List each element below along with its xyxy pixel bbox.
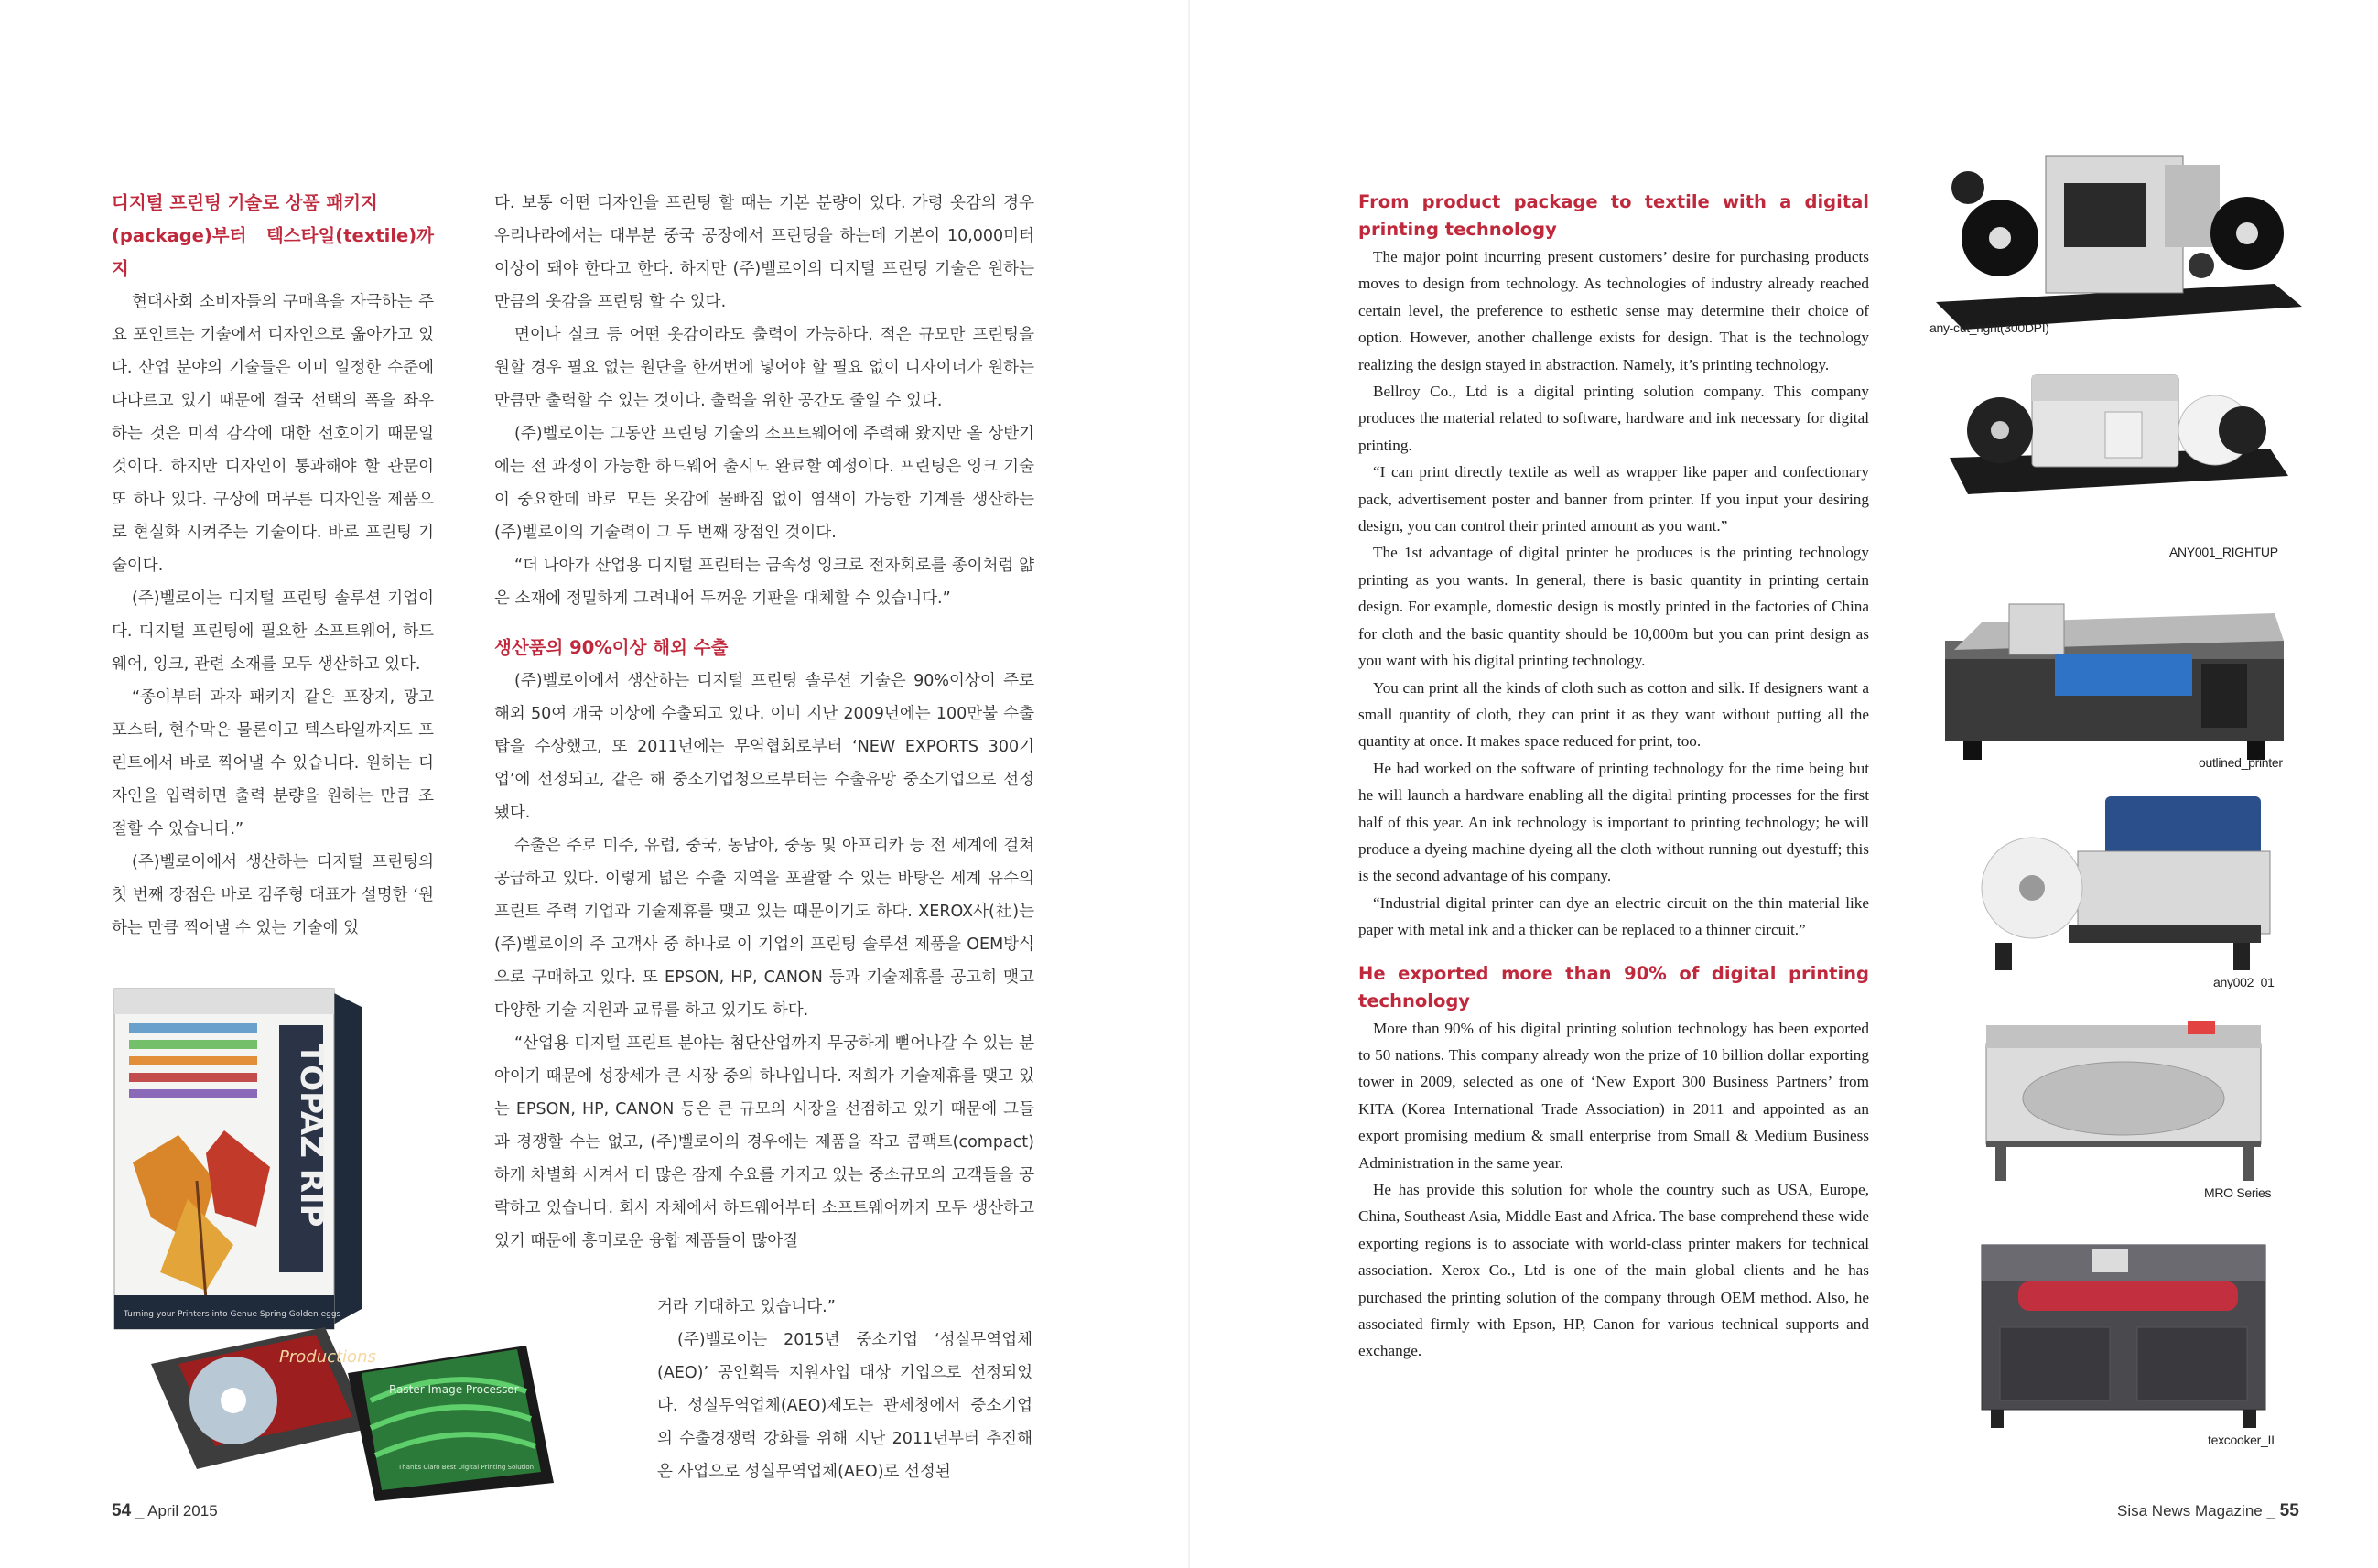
korean-paragraph: “산업용 디지털 프린트 분야는 첨단산업까지 무궁하게 뻗어나갈 수 있는 분야이기 때문에 성장세가 큰 시장 중의 하나입니다. 저희가 기술제휴를 맺고 있는 EPSON, HP, CANON 등은 큰 규모의 시장을 선점하고 있기 때문에 그들과 경쟁할 수는 없고, (주)벨로이의 경우에는 제품을 작고 콤팩트(compact)하게 차별화 시켜서 더 많은 잠재 수요를 가지고 있는 중소규모의 고객들을 공략하고 있습니다. 회사 자체에서 하드웨어부터 소프트웨어까지 모두 생산하고 있기 때문에 흥미로운 융합 제품들이 많아질 (494, 1034, 1034, 1250)
korean-heading-2: 생산품의 90%이상 해외 수출 (494, 637, 729, 658)
software-package-image (96, 970, 682, 1501)
issue-date: _ April 2015 (135, 1502, 218, 1519)
product-image-texcooker (1963, 1227, 2284, 1437)
topaz-rip-logo: TOPAZ RIP (293, 1044, 330, 1227)
korean-paragraph: (주)벨로이에서 생산하는 디지털 프린팅 솔루션 기술은 90%이상이 주로 해외 50여 개국 이상에 수출되고 있다. 이미 지난 2009년에는 100만불 수출탑을 수상했고, 또 2011년에는 무역협회로부터 ‘NEW EXPORTS 300기업’에 선정되고, 같은 해 중소기업청으로부터는 수출유망 중소기업으로 선정됐다. (494, 672, 1034, 822)
english-paragraph: Bellroy Co., Ltd is a digital printing solution company. This company produces the material related to software, hardware and ink necessary for digital printing. (1358, 383, 1869, 454)
english-paragraph: The 1st advantage of digital printer he produces is the printing technology printing as you wants. In general, there is basic quantity in printing certain design. For example, domestic design is mostly printed in the factories of China for cloth and the basic quantity should be 10,000m but you can print design as you want with his digital printing technology. (1358, 544, 1869, 670)
caption-2: ANY001_RIGHTUP (2169, 545, 2278, 559)
caption-1: any-cut_right(300DPI) (1929, 320, 2049, 335)
cd-subtitle-2: Thanks Claro Best Digital Printing Solution (398, 1464, 535, 1471)
box-tagline: Turning your Printers into Genue Spring Golden eggs (124, 1310, 341, 1319)
english-paragraph: The major point incurring present customers’ desire for purchasing products moves to design from technology. As technologies of industry already reached certain level, the preference to esthetic sense may determine their choice of option. However, another challenge exists for design. That is the technology realizing the design stayed in abstraction. Namely, it’s printing technology. (1358, 248, 1869, 373)
korean-column-1 (112, 187, 434, 945)
product-image-textile-printer (1968, 787, 2279, 979)
caption-6: texcooker_II (2208, 1433, 2275, 1447)
korean-paragraph: 다. 보통 어떤 디자인을 프린팅 할 때는 기본 분량이 있다. 가령 옷감의 경우 우리나라에서는 대부분 중국 공장에서 프린팅을 하는데 기본이 10,000미터 이상이 돼야 한다고 한다. 하지만 (주)벨로이의 디지털 프린팅 기술은 원하는 만큼의 옷감을 프린팅 할 수 있다. (494, 194, 1034, 311)
english-heading-2: He exported more than 90% of digital printing technology (1358, 962, 1869, 1011)
english-paragraph: He has provide this solution for whole the country such as USA, Europe, China, Southeast Asia, Middle East and Africa. The base comprehend these wide exporting regions is to associate with world-class printer makers for technical association. Xerox Co., Ltd is one of the main global clients and he has purchased the printing solution of the company through OEM method. Also, he associated firmly with Epson, HP, Canon for various technical supports and exchange. (1358, 1181, 1869, 1360)
english-paragraph: “I can print directly textile as well as wrapper like paper and confectionary pack, advertisement poster and banner from printer. If you input your desiring design, you can control their printed amount as you want.” (1358, 463, 1869, 535)
product-image-cutter (1927, 146, 2311, 348)
page-number-right: 55 (2279, 1501, 2299, 1520)
folio-right (2117, 1501, 2299, 1521)
page-gutter (1188, 0, 1190, 1568)
product-image-roller-press (1968, 1007, 2279, 1190)
product-image-label-printer (1940, 357, 2297, 549)
korean-paragraph: 거라 기대하고 있습니다.” (657, 1298, 836, 1316)
korean-column-2-tail (657, 1291, 1032, 1488)
page-number-left: 54 (112, 1501, 132, 1520)
cd-title-2: Raster Image Processor (389, 1383, 519, 1396)
caption-3: outlined_printer (2199, 755, 2283, 770)
english-paragraph: You can print all the kinds of cloth such as cotton and silk. If designers want a small quantity of cloth, they can print it as they want without putting all the quantity at once. It makes space reduced for print, too. (1358, 678, 1869, 751)
korean-paragraph: 현대사회 소비자들의 구매욕을 자극하는 주요 포인트는 기술에서 디자인으로 옮아가고 있다. 산업 분야의 기술들은 이미 일정한 수준에 다다르고 있기 때문에 결국 선택의 폭을 좌우하는 것은 미적 감각에 대한 선호이기 때문일 것이다. 하지만 디자인이 통과해야 할 관문이 또 하나 있다. 구상에 머무른 디자인을 제품으로 현실화 시켜주는 기술이다. 바로 프린팅 기술이다. (112, 293, 434, 575)
english-paragraph: More than 90% of his digital printing solution technology has been exported to 50 nations. This company already won the prize of 10 billion dollar exporting tower in 2009, selected as one of ‘New Export 300 Business Partners’ from KITA (Korea International Trade Association) in 2011 and appointed as an export promising medium & small enterprise from Small & Medium Business Administration in the same year. (1358, 1019, 1869, 1172)
korean-paragraph: (주)벨로이는 그동안 프린팅 기술의 소프트웨어에 주력해 왔지만 올 상반기에는 전 과정이 가능한 하드웨어 출시도 완료할 예정이다. 프린팅은 잉크 기술이 중요한데 바로 모든 옷감에 물빠짐 없이 염색이 가능한 기계를 생산하는 (주)벨로이의 기술력이 그 두 번째 장점인 것이다. (494, 425, 1034, 542)
english-heading-1: From product package to textile with a digital printing technology (1358, 191, 1869, 240)
korean-heading-1-line-1: 디지털 프린팅 기술로 상품 패키지 (112, 192, 378, 213)
caption-5: MRO Series (2204, 1185, 2272, 1200)
product-image-flatbed-printer (1927, 586, 2302, 769)
korean-paragraph: 면이나 실크 등 어떤 옷감이라도 출력이 가능하다. 적은 규모만 프린팅을 원할 경우 필요 없는 원단을 한꺼번에 넣어야 할 필요 없이 디자이너가 원하는 만큼만 출력할 수 있는 것이다. 출력을 위한 공간도 줄일 수 있다. (494, 326, 1034, 410)
korean-paragraph: (주)벨로이는 디지털 프린팅 솔루션 기업이다. 디지털 프린팅에 필요한 소프트웨어, 하드웨어, 잉크, 관련 소재를 모두 생산하고 있다. (112, 589, 434, 674)
korean-paragraph: “종이부터 과자 패키지 같은 포장지, 광고 포스터, 현수막은 물론이고 텍스타일까지도 프린트에서 바로 찍어낼 수 있습니다. 원하는 디자인을 입력하면 출력 분량을 원하는 만큼 조절할 수 있습니다.” (112, 688, 434, 838)
korean-paragraph: “더 나아가 산업용 디지털 프린터는 금속성 잉크로 전자회로를 종이처럼 얇은 소재에 정밀하게 그려내어 두꺼운 기판을 대체할 수 있습니다.” (494, 557, 1034, 608)
korean-paragraph: (주)벨로이에서 생산하는 디지털 프린팅의 첫 번째 장점은 바로 김주형 대표가 설명한 ‘원하는 만큼 찍어낼 수 있는 기술에 있 (112, 853, 434, 937)
korean-heading-1-line-2: (package)부터 텍스타일(textile)까지 (112, 225, 434, 279)
caption-4: any002_01 (2213, 975, 2275, 989)
english-column (1358, 189, 1869, 1365)
korean-paragraph: 수출은 주로 미주, 유럽, 중국, 동남아, 중동 및 아프리카 등 전 세계에 걸쳐 공급하고 있다. 이렇게 넓은 수출 지역을 포괄할 수 있는 바탕은 세계 유수의 프린트 주력 기업과 기술제휴를 맺고 있는 때문이기도 하다. XEROX사(社)는 (주)벨로이의 주 고객사 중 하나로 이 기업의 프린팅 솔루션 제품을 OEM방식으로 구매하고 있다. 또 EPSON, HP, CANON 등과 기술제휴를 공고히 맺고 다양한 기술 지원과 교류를 하고 있기도 하다. (494, 837, 1034, 1020)
magazine-name: Sisa News Magazine _ (2117, 1502, 2275, 1519)
folio-left (112, 1501, 218, 1521)
cd-title-1: Productions (279, 1347, 376, 1367)
english-paragraph: “Industrial digital printer can dye an electric circuit on the thin material like paper with metal ink and a thicker can be replaced to a thinner circuit.” (1358, 893, 1869, 939)
english-paragraph: He had worked on the software of printing technology for the time being but he will launch a hardware enabling all the digital printing processes for the first half of this year. An ink technology is important to printing technology; he will produce a dyeing machine dyeing all the cloth without running out dyestuff; this is the second advantage of his company. (1358, 759, 1869, 885)
korean-paragraph: (주)벨로이는 2015년 중소기업 ‘성실무역업체(AEO)’ 공인획득 지원사업 대상 기업으로 선정되었다. 성실무역업체(AEO)제도는 관세청에서 중소기업의 수출경쟁력 강화를 위해 지난 2011년부터 추진해 온 사업으로 성실무역업체(AEO)로 선정된 (657, 1331, 1032, 1481)
